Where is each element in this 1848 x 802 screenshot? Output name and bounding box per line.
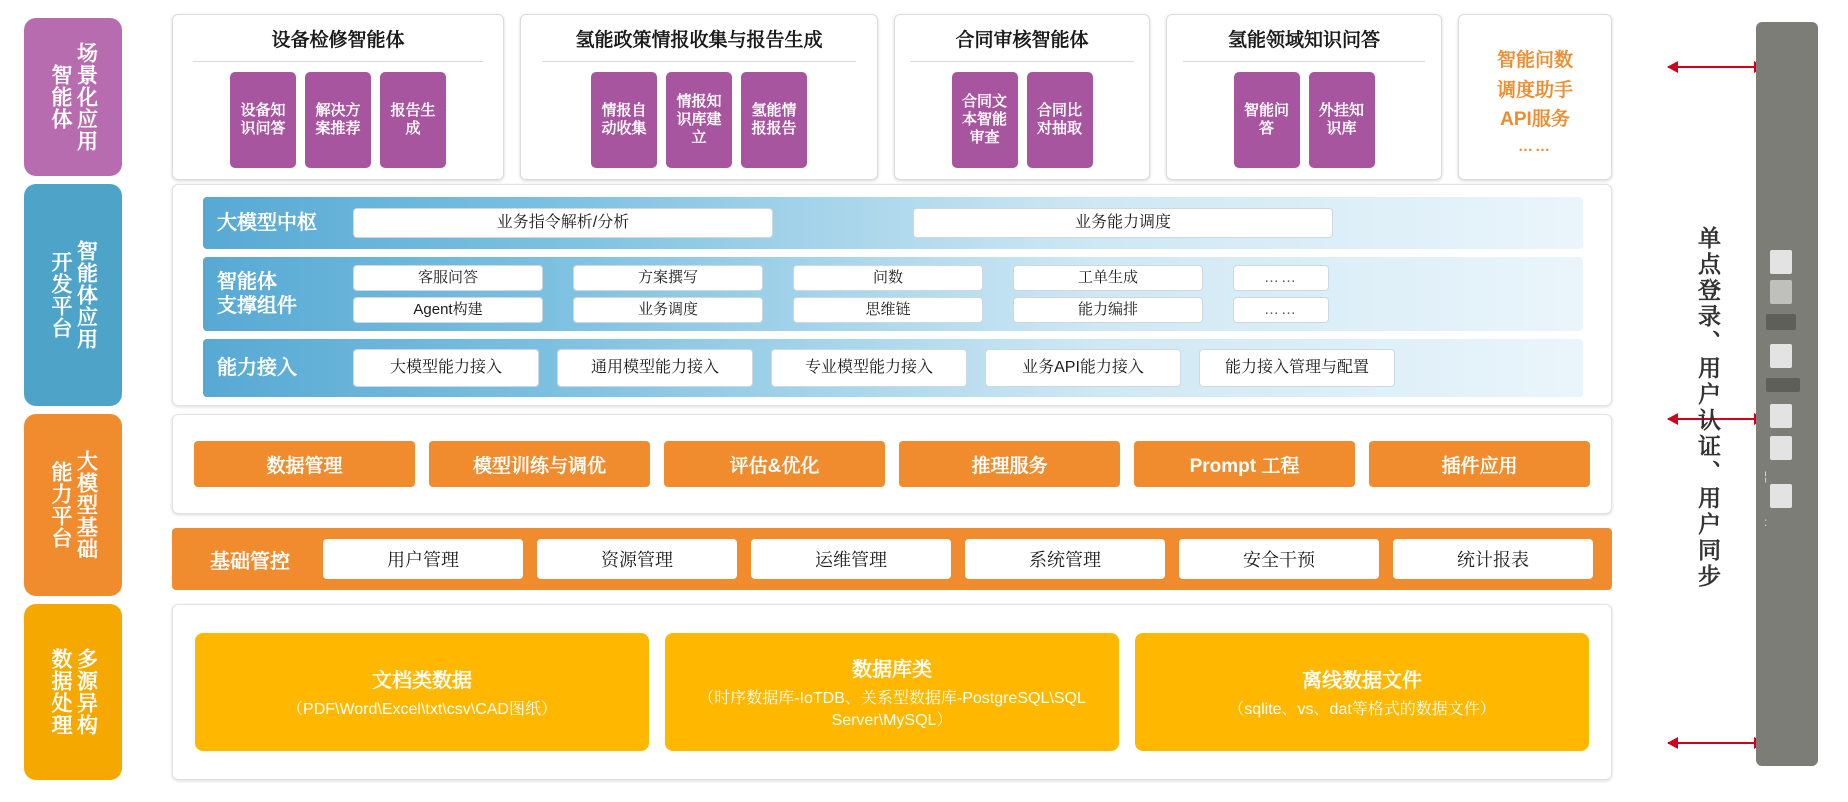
arrow-top-icon xyxy=(1668,66,1764,68)
sidebar-tick-icon: : xyxy=(1764,515,1768,529)
chip-user-management[interactable]: 用户管理 xyxy=(323,539,523,579)
scene-card-title: 氢能领域知识问答 xyxy=(1227,30,1380,51)
sidebar-block xyxy=(1770,436,1792,460)
scene-tile[interactable]: 外挂知识库 xyxy=(1309,72,1375,168)
sidebar-block xyxy=(1766,314,1796,330)
data-card-title: 文档类数据 xyxy=(372,669,472,692)
row-label-data xyxy=(24,604,122,780)
scene-card-items xyxy=(1234,72,1375,168)
row-label-platform-line1: 开发平台 xyxy=(49,251,72,339)
scene-tile[interactable]: 设备知识问答 xyxy=(230,72,296,168)
scene-card-api-text xyxy=(1459,25,1611,179)
chip-business-api-access[interactable]: 业务API能力接入 xyxy=(985,349,1181,387)
arrow-bottom-icon xyxy=(1668,742,1764,744)
sidebar-block xyxy=(1770,344,1792,368)
row-label-data-line2: 多源异构 xyxy=(74,648,98,736)
chip-access-management[interactable]: 能力接入管理与配置 xyxy=(1199,349,1395,387)
chip-capability-orchestration[interactable]: 能力编排 xyxy=(1013,297,1203,323)
row-label-scene-line1: 智能体 xyxy=(49,64,72,130)
chip-llm-access[interactable]: 大模型能力接入 xyxy=(353,349,539,387)
sidebar-block xyxy=(1770,280,1792,304)
scene-tile[interactable]: 解决方案推荐 xyxy=(305,72,371,168)
api-line-1: 智能问数 xyxy=(1496,50,1573,72)
scene-card-api-service[interactable] xyxy=(1458,14,1612,180)
chip-plan-writing[interactable]: 方案撰写 xyxy=(573,265,763,291)
chip-eval-optimize[interactable]: 评估&优化 xyxy=(664,441,885,487)
scene-tile[interactable]: 智能问答 xyxy=(1234,72,1300,168)
right-sidebar-graphic xyxy=(1756,22,1818,766)
scene-tile[interactable]: 氢能情报报告 xyxy=(741,72,807,168)
data-card-title: 离线数据文件 xyxy=(1302,669,1422,692)
chip-more-bottom[interactable]: …… xyxy=(1233,297,1329,323)
row-label-scene xyxy=(24,18,122,176)
chip-system-management[interactable]: 系统管理 xyxy=(965,539,1165,579)
api-line-2: 调度助手 xyxy=(1496,79,1573,101)
chip-professional-model-access[interactable]: 专业模型能力接入 xyxy=(771,349,967,387)
scene-tile[interactable]: 情报知识库建立 xyxy=(666,72,732,168)
capability-access-title: 能力接入 xyxy=(217,357,297,379)
chip-model-training[interactable]: 模型训练与调优 xyxy=(429,441,650,487)
chip-plugin-application[interactable]: 插件应用 xyxy=(1369,441,1590,487)
agent-components-title-line2: 支撑组件 xyxy=(217,295,297,317)
chip-prompt-engineering[interactable]: Prompt 工程 xyxy=(1134,441,1355,487)
scene-tile[interactable]: 情报自动收集 xyxy=(591,72,657,168)
row-label-model-line1: 能力平台 xyxy=(49,461,72,549)
data-layer xyxy=(172,604,1612,780)
data-card-subtitle: （PDF\Word\Excel\txt\csv\CAD图纸） xyxy=(287,700,557,718)
scene-card-hydrogen-qa[interactable] xyxy=(1166,14,1442,180)
chip-ask-data[interactable]: 问数 xyxy=(793,265,983,291)
agent-components-title-line1: 智能体 xyxy=(217,271,277,293)
row-label-scene-line2: 场景化应用 xyxy=(74,42,98,152)
sso-vertical-label: 单点登录、用户认证、用户同步 xyxy=(1695,226,1721,590)
dev-platform-layer xyxy=(172,184,1612,406)
chip-security-intervention[interactable]: 安全干预 xyxy=(1179,539,1379,579)
base-management-bar xyxy=(172,528,1612,590)
data-card-subtitle: （时序数据库-IoTDB、关系型数据库-PostgreSQL\SQL Server\MySQL） xyxy=(698,689,1086,729)
scene-card-items xyxy=(591,72,807,168)
chip-more-top[interactable]: …… xyxy=(1233,265,1329,291)
llm-hub-band xyxy=(203,197,1583,249)
chip-agent-build[interactable]: Agent构建 xyxy=(353,297,543,323)
data-card-databases[interactable] xyxy=(665,633,1119,751)
row-label-model xyxy=(24,414,122,596)
divider xyxy=(193,61,483,62)
scene-card-title: 合同审核智能体 xyxy=(955,30,1089,51)
row-label-platform-line2: 智能体应用 xyxy=(74,240,98,350)
chip-ops-management[interactable]: 运维管理 xyxy=(751,539,951,579)
chip-inference-service[interactable]: 推理服务 xyxy=(899,441,1120,487)
sidebar-block xyxy=(1770,484,1792,508)
scene-card-contract-review[interactable] xyxy=(894,14,1150,180)
divider xyxy=(910,61,1134,62)
scene-tile[interactable]: 报告生成 xyxy=(380,72,446,168)
chip-general-model-access[interactable]: 通用模型能力接入 xyxy=(557,349,753,387)
chip-business-dispatch[interactable]: 业务调度 xyxy=(573,297,763,323)
data-card-subtitle: （sqlite、vs、dat等格式的数据文件） xyxy=(1228,700,1496,718)
row-label-model-line2: 大模型基础 xyxy=(74,450,98,560)
capability-access-band xyxy=(203,339,1583,397)
model-platform-layer xyxy=(172,414,1612,514)
scene-card-title: 氢能政策情报收集与报告生成 xyxy=(575,30,823,51)
chip-statistics-report[interactable]: 统计报表 xyxy=(1393,539,1593,579)
base-management-title: 基础管控 xyxy=(210,550,290,573)
api-line-3: API服务 xyxy=(1500,109,1570,131)
chip-data-management[interactable]: 数据管理 xyxy=(194,441,415,487)
row-label-data-line1: 数据处理 xyxy=(49,648,72,736)
data-card-title: 数据库类 xyxy=(852,658,932,681)
data-card-documents[interactable] xyxy=(195,633,649,751)
scene-card-items xyxy=(230,72,446,168)
data-card-offline-files[interactable] xyxy=(1135,633,1589,751)
agent-components-title xyxy=(203,270,353,318)
scene-card-title: 设备检修智能体 xyxy=(271,30,405,51)
sidebar-block xyxy=(1766,378,1800,392)
chip-customer-qa[interactable]: 客服问答 xyxy=(353,265,543,291)
scene-tile[interactable]: 合同比对抽取 xyxy=(1027,72,1093,168)
scene-card-hydrogen-policy[interactable] xyxy=(520,14,878,180)
scene-card-items xyxy=(952,72,1093,168)
sidebar-block xyxy=(1770,404,1792,428)
sidebar-block xyxy=(1770,250,1792,274)
row-label-platform xyxy=(24,184,122,406)
chip-chain-of-thought[interactable]: 思维链 xyxy=(793,297,983,323)
scene-tile[interactable]: 合同文本智能审查 xyxy=(952,72,1018,168)
sidebar-tick-icon: ¦ xyxy=(1764,469,1768,483)
agent-components-band xyxy=(203,257,1583,331)
scene-layer xyxy=(172,14,1612,180)
chip-resource-management[interactable]: 资源管理 xyxy=(537,539,737,579)
divider xyxy=(1183,61,1424,62)
llm-hub-title: 大模型中枢 xyxy=(217,212,317,234)
chip-capability-dispatch[interactable]: 业务能力调度 xyxy=(913,208,1333,238)
divider xyxy=(542,61,855,62)
api-ellipsis: …… xyxy=(1518,137,1552,155)
chip-ticket-generation[interactable]: 工单生成 xyxy=(1013,265,1203,291)
scene-card-equipment[interactable] xyxy=(172,14,504,180)
chip-instruction-parsing[interactable]: 业务指令解析/分析 xyxy=(353,208,773,238)
